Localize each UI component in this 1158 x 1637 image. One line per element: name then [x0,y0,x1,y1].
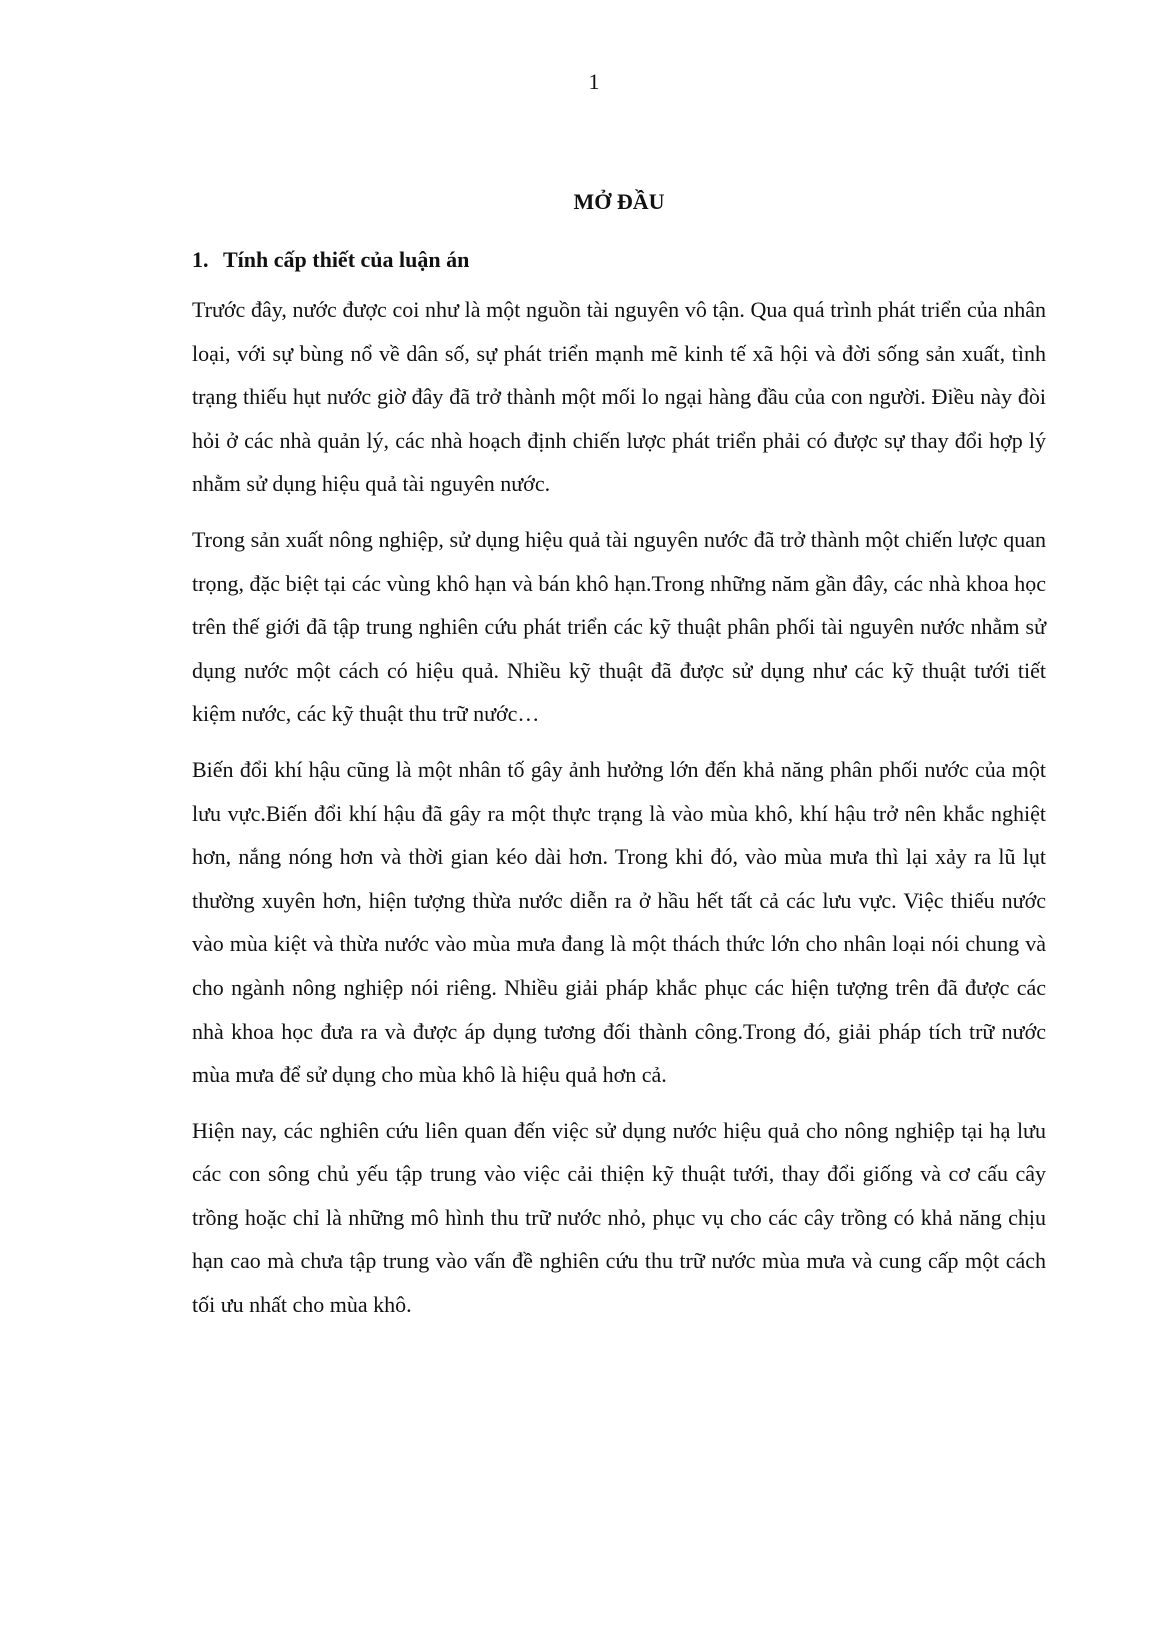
paragraph-4: Hiện nay, các nghiên cứu liên quan đến việc sử dụng nước hiệu quả cho nông nghiệp tại hạ lưu các con sông chủ yếu tập trung vào việc cải thiện kỹ thuật tưới, thay đổi giống và cơ cấu cây trồng hoặc chỉ là những mô hình thu trữ nước nhỏ, phục vụ cho các cây trồng có khả năng chịu hạn cao mà chưa tập trung vào vấn đề nghiên cứu thu trữ nước mùa mưa và cung cấp một cách tối ưu nhất cho mùa khô. [192,1117,1046,1318]
document-title: MỞ ĐẦU [573,189,665,214]
paragraph-2: Trong sản xuất nông nghiệp, sử dụng hiệu quả tài nguyên nước đã trở thành một chiến lược quan trọng, đặc biệt tại các vùng khô hạn và bán khô hạn.Trong những năm gần đây, các nhà khoa học trên thế giới đã tập trung nghiên cứu phát triển các kỹ thuật phân phối tài nguyên nước nhằm sử dụng nước một cách có hiệu quả. Nhiều kỹ thuật đã được sử dụng như các kỹ thuật tưới tiết kiệm nước, các kỹ thuật thu trữ nước… [192,526,1046,727]
section-heading [192,244,1046,276]
section-heading-text: Tính cấp thiết của luận án [223,247,470,272]
paragraph-1: Trước đây, nước được coi như là một nguồn tài nguyên vô tận. Qua quá trình phát triển của nhân loại, với sự bùng nổ về dân số, sự phát triển mạnh mẽ kinh tế xã hội và đời sống sản xuất, tình trạng thiếu hụt nước giờ đây đã trở thành một mối lo ngại hàng đầu của con người. Điều này đòi hỏi ở các nhà quản lý, các nhà hoạch định chiến lược phát triển phải có được sự thay đổi hợp lý nhằm sử dụng hiệu quả tài nguyên nước. [192,297,1046,497]
document-body [192,186,1046,1327]
section-number: 1. [192,247,209,272]
paragraph-3: Biến đổi khí hậu cũng là một nhân tố gây ảnh hưởng lớn đến khả năng phân phối nước của một lưu vực.Biến đổi khí hậu đã gây ra một thực trạng là vào mùa khô, khí hậu trở nên khắc nghiệt hơn, nắng nóng hơn và thời gian kéo dài hơn. Trong khi đó, vào mùa mưa thì lại xảy ra lũ lụt thường xuyên hơn, hiện tượng thừa nước diễn ra ở hầu hết tất cả các lưu vực. Việc thiếu nước vào mùa kiệt và thừa nước vào mùa mưa đang là một thách thức lớn cho nhân loại nói chung và cho ngành nông nghiệp nói riêng. Nhiều giải pháp khắc phục các hiện tượng trên đã được các nhà khoa học đưa ra và được áp dụng tương đối thành công.Trong đó, giải pháp tích trữ nước mùa mưa để sử dụng cho mùa khô là hiệu quả hơn cả. [192,756,1046,1088]
page-number: 1 [588,69,600,94]
